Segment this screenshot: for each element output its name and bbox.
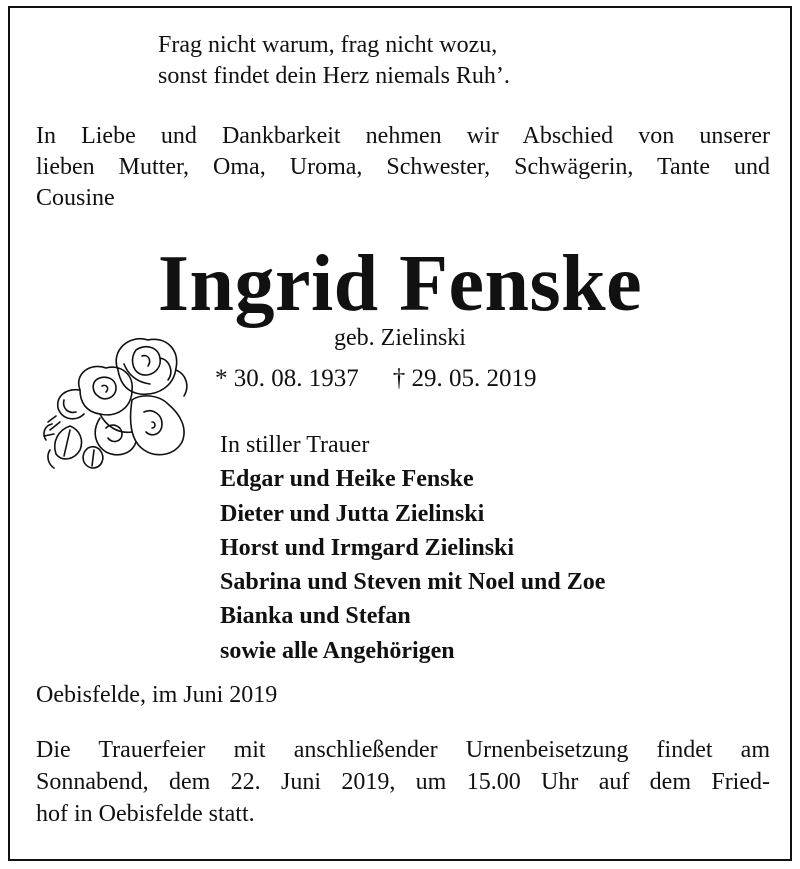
death-date: † 29. 05. 2019	[392, 365, 537, 392]
rose-icon	[40, 330, 192, 472]
verse	[158, 30, 510, 92]
mourner-name: Sabrina und Steven mit Noel und Zoe	[220, 569, 606, 596]
intro-text	[36, 121, 770, 214]
verse-line: Frag nicht warum, frag nicht wozu,	[158, 32, 498, 58]
place-date: Oebisfelde, im Juni 2019	[36, 682, 278, 708]
intro-line: In Liebe und Dankbarkeit nehmen wir Abschied von unserer	[36, 123, 770, 149]
service-info	[36, 734, 770, 830]
birth-date: * 30. 08. 1937	[215, 365, 359, 392]
birth-name: geb. Zielinski	[334, 325, 466, 351]
service-line: Die Trauerfeier mit anschließender Urnenbeisetzung findet am	[36, 737, 770, 763]
mourner-name: sowie alle Angehörigen	[220, 637, 455, 664]
mourner-name: Horst und Irmgard Zielinski	[220, 534, 515, 561]
intro-line: lieben Mutter, Oma, Uroma, Schwester, Schwägerin, Tante und	[36, 154, 770, 180]
deceased-name: Ingrid Fenske	[157, 240, 643, 328]
obituary-notice	[8, 6, 792, 861]
intro-line: Cousine	[36, 185, 115, 211]
service-line: hof in Oebisfelde statt.	[36, 801, 255, 827]
mourner-name: Bianka und Stefan	[220, 603, 411, 630]
mourners-list	[220, 428, 605, 668]
verse-line: sonst findet dein Herz niemals Ruh’.	[158, 63, 510, 89]
service-line: Sonnabend, dem 22. Juni 2019, um 15.00 Uhr auf dem Fried-	[36, 769, 770, 795]
mourner-name: Edgar und Heike Fenske	[220, 466, 474, 493]
mourners-heading: In stiller Trauer	[220, 432, 370, 458]
life-dates	[215, 363, 537, 395]
mourner-name: Dieter und Jutta Zielinski	[220, 500, 485, 527]
